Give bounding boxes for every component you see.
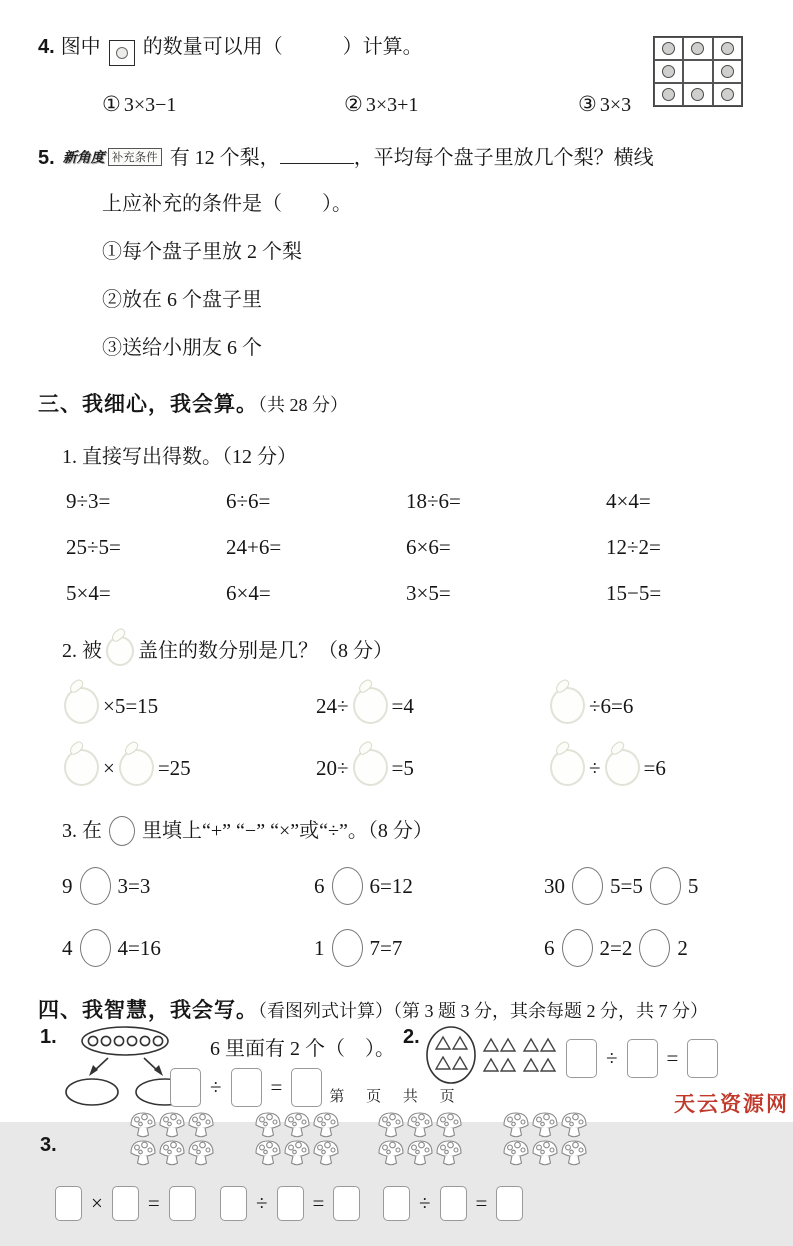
calc-problem: 3×5=: [406, 581, 451, 605]
calc-problem: 25÷5=: [66, 535, 121, 559]
answer-box[interactable]: [566, 1039, 597, 1078]
page-footer: 第 页 共 页: [329, 1089, 464, 1105]
divide-operator: ÷: [256, 1191, 268, 1215]
operator-item: 6 2=2 2: [544, 929, 763, 967]
divide-operator: ÷: [210, 1075, 222, 1099]
answer-box[interactable]: [627, 1039, 658, 1078]
s4-q2-number: 2.: [403, 1026, 420, 1048]
new-angle-badge: 新角度 补充条件: [63, 147, 162, 167]
triangle-groups-diagram: [426, 1026, 558, 1088]
mushroom-group: [255, 1112, 339, 1168]
covered-item: 20÷ =5: [316, 749, 546, 786]
question-4-text-pre: 图中: [60, 36, 101, 58]
s4-q3-equation-1: [55, 1186, 196, 1221]
circle-dot-icon: [691, 88, 704, 101]
section-3-q2-label: 2. 被 盖住的数分别是几？（8 分）: [62, 634, 763, 666]
operator-row-1: [62, 864, 763, 908]
grid-cell: [683, 83, 712, 106]
peach-cover-icon[interactable]: [550, 749, 585, 786]
answer-box[interactable]: [220, 1186, 247, 1221]
operator-circle-icon[interactable]: [650, 867, 681, 905]
calc-problem: 6÷6=: [226, 489, 271, 513]
answer-box[interactable]: [277, 1186, 304, 1221]
circle-dot-icon: [721, 88, 734, 101]
answer-box[interactable]: [333, 1186, 360, 1221]
s4-q1-number: 1.: [40, 1026, 57, 1048]
question-4-text-post: 的数量可以用（ ）计算。: [142, 36, 423, 58]
covered-item: ×5=15: [60, 687, 316, 724]
circle-dot-icon: [662, 88, 675, 101]
answer-box[interactable]: [112, 1186, 139, 1221]
question-4-number: 4.: [38, 36, 55, 58]
grid-cell: [654, 37, 683, 60]
section-3-title: 三、我细心，我会算。（共 28 分）: [38, 393, 348, 416]
peach-cover-icon[interactable]: [605, 749, 640, 786]
calc-problem: 24+6=: [226, 535, 282, 559]
answer-box[interactable]: [440, 1186, 467, 1221]
peach-cover-icon[interactable]: [550, 687, 585, 724]
watermark: 天云资源网: [674, 1093, 789, 1116]
section-3-q3-label: 3. 在 里填上“+” “−” “×”或“÷”。（8 分）: [62, 814, 763, 846]
operator-circle-icon[interactable]: [572, 867, 603, 905]
grid-cell: [713, 83, 742, 106]
calc-problem: 12÷2=: [606, 535, 661, 559]
operator-item: 1 7=7: [314, 929, 544, 967]
question-5-line2: 上应补充的条件是（ ）。: [102, 193, 352, 215]
grid-cell: [713, 37, 742, 60]
operator-item: 6 6=12: [314, 867, 544, 905]
operator-item: 9 3=3: [62, 867, 314, 905]
s4-q3-equation-2: [220, 1186, 360, 1221]
grid-cell: [713, 60, 742, 83]
question-5-option-1: ①每个盘子里放 2 个梨: [102, 241, 302, 263]
multiply-operator: ×: [91, 1191, 103, 1215]
divide-operator: ÷: [606, 1046, 618, 1070]
operator-row-2: [62, 926, 763, 970]
operator-circle-icon[interactable]: [332, 929, 363, 967]
section-4-title: 四、我智慧，我会写。（看图列式计算）（第 3 题 3 分，其余每题 2 分，共 7 分）: [38, 999, 708, 1022]
calc-problem: 18÷6=: [406, 489, 461, 513]
calc-problems: [66, 489, 763, 606]
covered-item: × =25: [60, 749, 316, 786]
option-2: ② 3×3+1: [344, 92, 419, 116]
circle-dot-icon: [662, 42, 675, 55]
grid-cell-empty: [683, 60, 712, 83]
peach-cover-icon: [106, 636, 134, 666]
calc-problem: 6×4=: [226, 581, 271, 605]
calc-problem: 4×4=: [606, 489, 651, 513]
option-3: ③ 3×3: [578, 92, 632, 116]
equals-sign: =: [475, 1191, 488, 1215]
circle-dot-icon: [721, 42, 734, 55]
question-5-number: 5.: [38, 147, 55, 169]
boxed-circle-icon: [109, 40, 135, 66]
peach-cover-icon[interactable]: [353, 749, 388, 786]
question-5-text2: ，平均每个盘子里放几个梨？横线: [353, 147, 654, 169]
s4-q2-equation: [566, 1039, 718, 1078]
mushroom-group: [503, 1112, 587, 1168]
answer-box[interactable]: [169, 1186, 196, 1221]
calc-problem: 6×6=: [406, 535, 451, 559]
answer-box[interactable]: [383, 1186, 410, 1221]
calc-problem: 9÷3=: [66, 489, 111, 513]
divide-operator: ÷: [419, 1191, 431, 1215]
grid-cell: [654, 83, 683, 106]
circle-dot-icon: [662, 65, 675, 78]
grid-cell: [654, 60, 683, 83]
question-5-text1: 有 12 个梨，: [169, 147, 280, 169]
circle-dot-icon: [721, 65, 734, 78]
equals-sign: =: [312, 1191, 325, 1215]
question-5-option-3: ③送给小朋友 6 个: [102, 337, 262, 359]
question-5: [38, 141, 763, 170]
operator-circle-icon[interactable]: [80, 867, 111, 905]
equals-sign: =: [666, 1046, 679, 1070]
circle-dot-icon: [691, 42, 704, 55]
section-4-body: [38, 1024, 793, 1246]
peach-cover-icon[interactable]: [64, 749, 99, 786]
peach-cover-icon[interactable]: [64, 687, 99, 724]
calc-problem: 5×4=: [66, 581, 111, 605]
calc-problem: 15−5=: [606, 581, 662, 605]
count-grid-figure: [653, 36, 743, 107]
operator-circle-icon[interactable]: [562, 929, 593, 967]
option-1: ① 3×3−1: [102, 92, 177, 116]
covered-item: ÷ =6: [546, 749, 763, 786]
peach-cover-icon[interactable]: [353, 687, 388, 724]
covered-row-2: [60, 744, 763, 790]
operator-circle-icon: [109, 816, 135, 846]
covered-item: 24÷ =4: [316, 687, 546, 724]
s4-q3-number: 3.: [40, 1134, 57, 1156]
s4-q3-equation-3: [383, 1186, 523, 1221]
operator-circle-icon[interactable]: [639, 929, 670, 967]
grid-cell: [683, 37, 712, 60]
fill-blank-line[interactable]: [280, 143, 354, 164]
mushroom-group: [378, 1112, 462, 1168]
equals-sign: =: [270, 1075, 283, 1099]
section-3-q1-label: 1. 直接写出得数。（12 分）: [62, 446, 297, 468]
covered-row-1: [60, 682, 763, 728]
operator-circle-icon[interactable]: [332, 867, 363, 905]
answer-box[interactable]: [496, 1186, 523, 1221]
operator-circle-icon[interactable]: [80, 929, 111, 967]
mushroom-group: [130, 1112, 214, 1168]
answer-box[interactable]: [55, 1186, 82, 1221]
peach-cover-icon[interactable]: [119, 749, 154, 786]
equals-sign: =: [147, 1191, 160, 1215]
question-5-option-2: ②放在 6 个盘子里: [102, 289, 262, 311]
operator-item: 30 5=5 5: [544, 867, 763, 905]
s4-q1-text: 6 里面有 2 个（ ）。: [210, 1038, 395, 1060]
operator-item: 4 4=16: [62, 929, 314, 967]
covered-item: ÷6=6: [546, 687, 763, 724]
answer-box[interactable]: [687, 1039, 718, 1078]
